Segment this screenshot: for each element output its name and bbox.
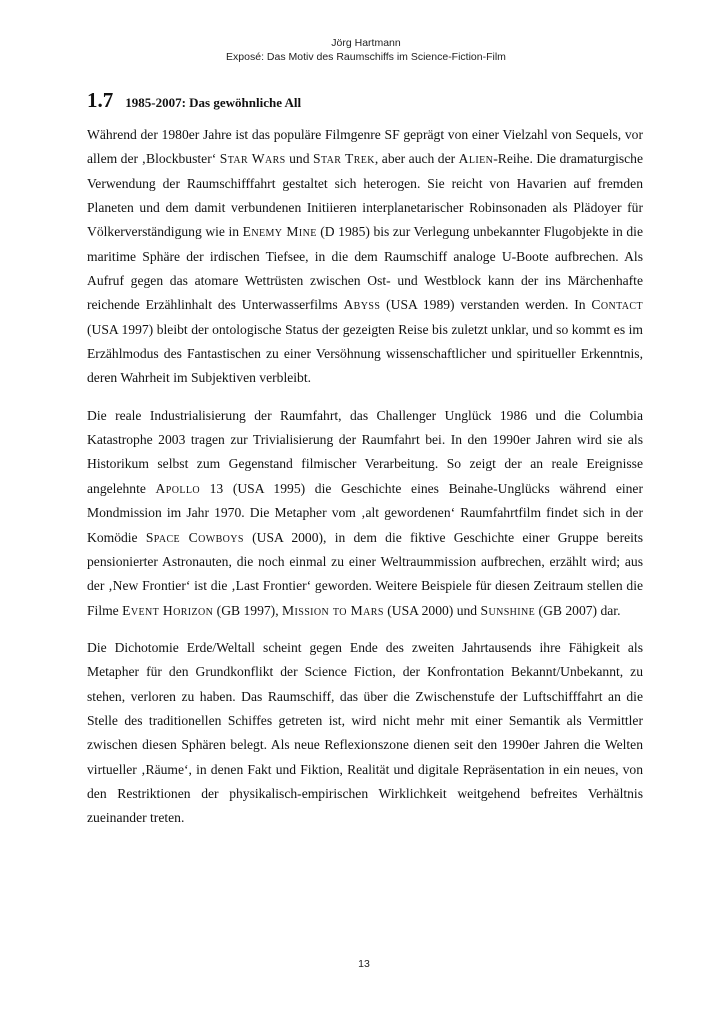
header-author: Jörg Hartmann — [331, 37, 401, 49]
text-run: (GB 1997), — [213, 602, 283, 618]
section-number: 1.7 — [87, 88, 114, 112]
paragraph-3 — [87, 636, 643, 831]
film-title: Sunshine — [480, 602, 536, 618]
text-run: (USA 1989) verstanden werden. In — [380, 297, 592, 313]
film-title: Enemy Mine — [242, 224, 317, 240]
film-title: Mission to Mars — [282, 602, 384, 618]
text-run: (USA 2000) und — [383, 602, 481, 618]
paragraph-2 — [87, 404, 643, 623]
film-title: Apollo — [155, 480, 200, 496]
body-text — [87, 123, 643, 844]
section-title: 1985-2007: Das gewöhnliche All — [125, 95, 302, 110]
page-number: 13 — [358, 958, 370, 970]
text-run: 13 (USA 1995) die Geschichte eines Beinahe-Unglücks während einer Mondmission im Jahr 1970. Die Metapher vom ‚alt gewordenen‘ Raumfahrtfilm findet sich in der Komödie — [87, 480, 643, 545]
film-title: Alien — [458, 151, 494, 167]
text-run: -Reihe. Die dramaturgische Verwendung der Raumschifffahrt gestaltet sich heterogen. Sie reicht von Havarien auf fremden Planeten und dem damit verbundenen Initiieren interplanetarischer Robinsonaden als Plädoyer für Völkerverständigung wie in — [87, 151, 644, 240]
text-run: (GB 2007) dar. — [535, 602, 621, 618]
text-run: Während der 1980er Jahre ist das populäre Filmgenre SF geprägt von einer Vielzahl von Sequels, vor allem der ‚Blockbuster‘ — [87, 127, 643, 167]
film-title: Contact — [591, 297, 643, 313]
text-run: (USA 2000), in dem die fiktive Geschichte einer Gruppe bereits pensionierter Astronauten, die noch einmal zu einer Weltraummission aufbrechen, erzählt wird; aus der ‚New Frontier‘ ist die ‚Last Frontier‘ geworden. Weitere Beispiele für diesen Zeitraum stellen die Filme — [87, 529, 643, 618]
film-title: Event Horizon — [122, 602, 214, 618]
text-run: Die reale Industrialisierung der Raumfahrt, das Challenger Unglück 1986 und die Columbia Katastrophe 2003 tragen zur Trivialisierung der Raumfahrt bei. In den 1990er Jahren wird sie als Historikum selbst zum Gegenstand filmischer Verarbeitung. So zeigt der an reale Ereignisse angelehnte — [87, 407, 643, 496]
header-subtitle: Exposé: Das Motiv des Raumschiffs im Science-Fiction-Film — [226, 51, 506, 63]
text-run: (D 1985) bis zur Verlegung unbekannter Flugobjekte in die maritime Sphäre der irdischen Tiefsee, in die dem Raumschiff analoge U-Boote aufbrechen. Als Aufruf gegen das atomare Wettrüsten zwischen Ost- und Westblock kann der ins Märchenhafte reichende Erzählinhalt des Unterwasserfilms — [87, 224, 643, 313]
text-run: Die Dichotomie Erde/Weltall scheint gegen Ende des zweiten Jahrtausends ihre Fähigkeit als Metapher für den Grundkonflikt der Science Fiction, der Konfrontation Bekannt/Unbekannt, zu stehen, verloren zu haben. Das Raumschiff, das über die Zwischenstufe der Luftschifffahrt an die Stelle des traditionellen Schiffes getreten ist, wird nicht mehr mit einer Semantik als Vermittler zwischen diesen Sphären belegt. Als neue Reflexionszone dienen seit den 1990er Jahren die Welten virtueller ‚Räume‘, in denen Fakt und Fiktion, Realität und digitale Repräsentation in ein neues, von den Restriktionen der physikalisch-empirischen Wirklichkeit weitgehend befreites Verhältnis zueinander treten. — [87, 639, 643, 826]
film-title: Abyss — [343, 297, 381, 313]
text-run: , aber auch der — [374, 151, 459, 167]
text-run: (USA 1997) bleibt der ontologische Status der gezeigten Reise bis zuletzt unklar, und so kommt es im Erzählmodus des Fantastischen zu einer Versöhnung wissenschaftlicher und spiritueller Erkenntnis, deren Wahrheit im Subjektiven verbleibt. — [87, 321, 643, 386]
section-heading — [87, 88, 647, 113]
film-title: Star Wars — [219, 151, 286, 167]
text-run: und — [285, 151, 313, 167]
film-title: Star Trek — [313, 151, 375, 167]
film-title: Space Cowboys — [145, 529, 244, 545]
running-header — [0, 36, 728, 64]
paragraph-1 — [87, 123, 643, 391]
